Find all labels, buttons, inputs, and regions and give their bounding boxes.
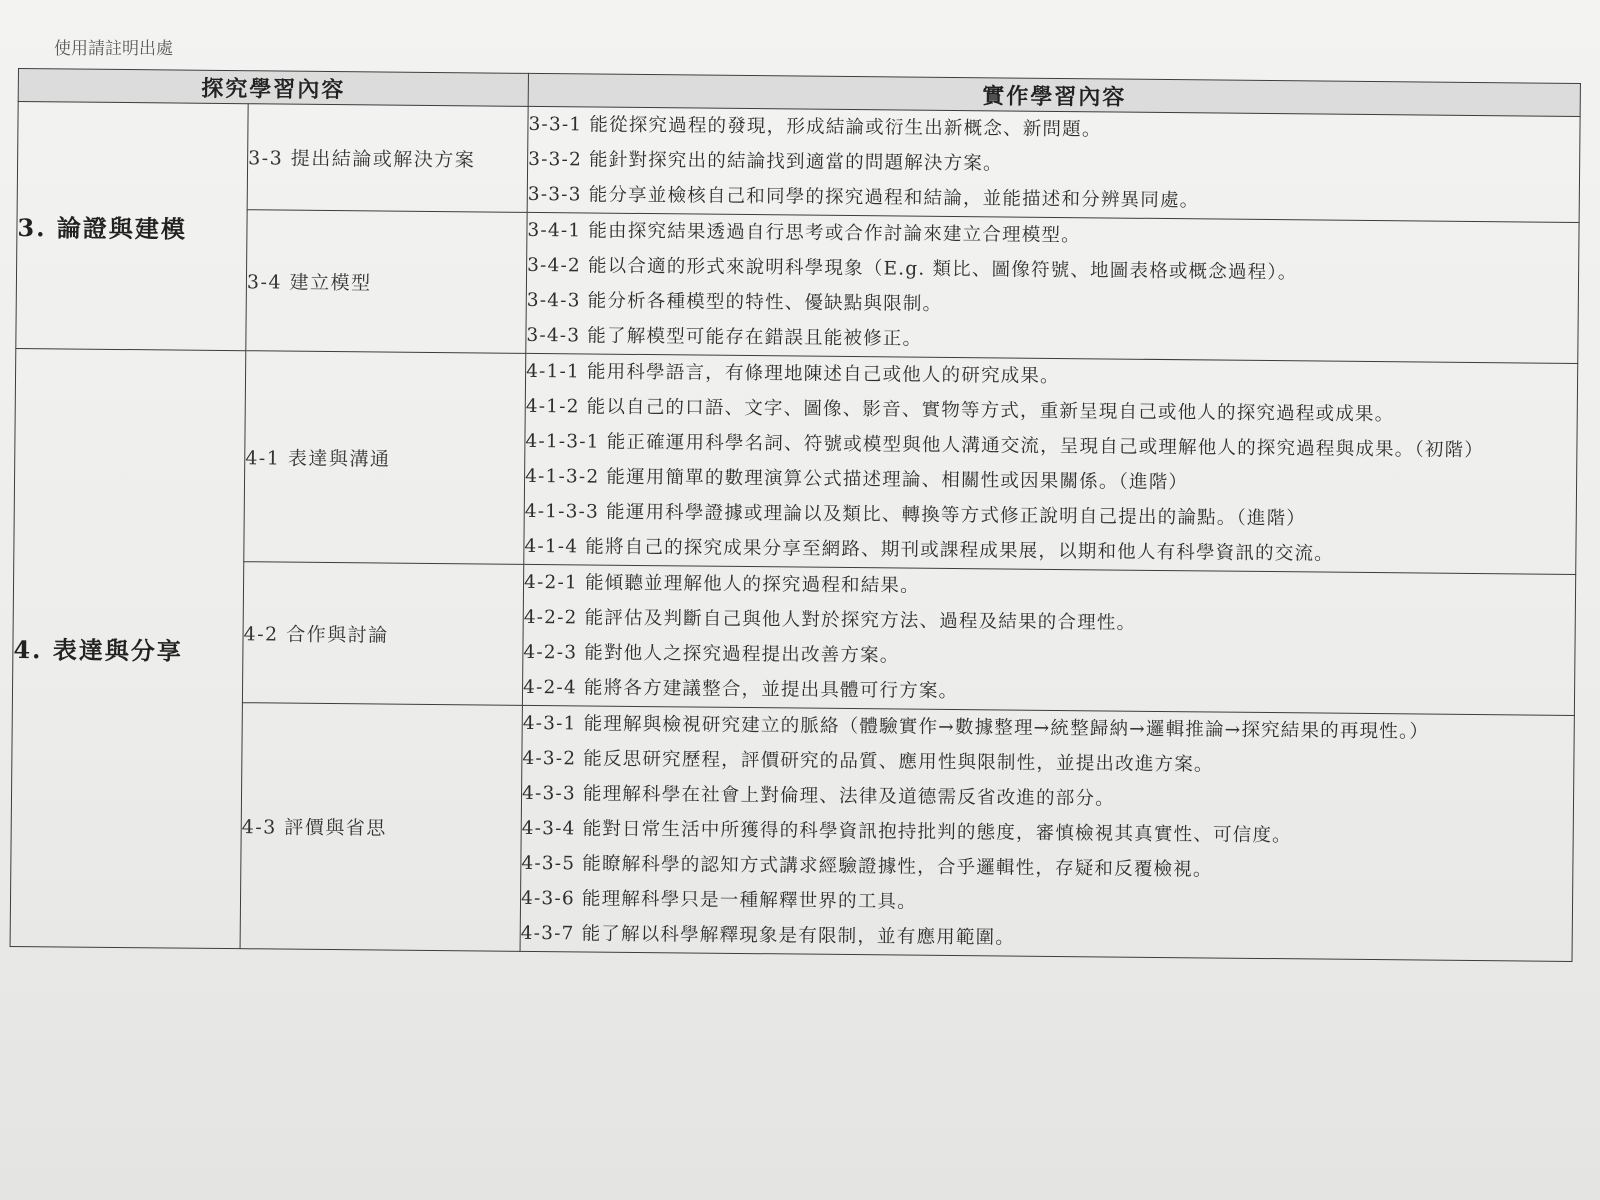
curriculum-table xyxy=(10,68,1581,962)
list-item: 3-4-3 能分析各種模型的特性、優缺點與限制。 xyxy=(526,289,943,315)
list-item: 4-1-3-1 能正確運用科學名詞、符號或模型與他人溝通交流，呈現自己或理解他人的探究過程與成果。（初階） xyxy=(525,430,1485,462)
list-item: 4-2-3 能對他人之探究過程提出改善方案。 xyxy=(523,641,900,667)
list-item: 3-4-3 能了解模型可能存在錯誤且能被修正。 xyxy=(526,324,923,350)
list-item: 4-1-3-3 能運用科學證據或理論以及類比、轉換等方式修正說明自己提出的論點。（進階） xyxy=(524,500,1307,530)
list-item: 4-3-7 能了解以科學解釋現象是有限制，並有應用範圍。 xyxy=(520,922,1016,949)
section-title-4: 4. 表達與分享 xyxy=(10,348,246,948)
list-item: 4-3-2 能反思研究歷程，評價研究的品質、應用性與限制性，並提出改進方案。 xyxy=(522,747,1214,776)
table-row xyxy=(16,207,1579,363)
list-item: 4-1-3-2 能運用簡單的數理演算公式描述理論、相關性或因果關係。（進階） xyxy=(525,465,1189,494)
list-item: 3-3-3 能分享並檢核自己和同學的探究過程和結論，並能描述和分辨異同處。 xyxy=(527,183,1200,212)
list-item: 4-3-1 能理解與檢視研究建立的脈絡（體驗實作→數據整理→統整歸納→邏輯推論→探究結果的再現性。） xyxy=(522,712,1430,743)
list-item: 3-3-1 能從探究過程的發現，形成結論或衍生出新概念、新問題。 xyxy=(528,113,1102,141)
subsection-label-3-4: 3-4 建立模型 xyxy=(246,210,527,354)
table-row xyxy=(10,700,1574,961)
list-item: 4-3-5 能瞭解科學的認知方式講求經驗證據性，合乎邏輯性，存疑和反覆檢視。 xyxy=(521,852,1213,881)
citation-note: 使用請註明出處 xyxy=(54,39,173,59)
list-item: 4-1-4 能將自己的探究成果分享至網路、期刊或課程成果展，以期和他人有科學資訊的交流。 xyxy=(524,535,1335,565)
list-item: 4-3-6 能理解科學只是一種解釋世界的工具。 xyxy=(520,887,917,913)
list-item: 3-3-2 能針對探究出的結論找到適當的問題解決方案。 xyxy=(528,148,1003,175)
subsection-items-3-4 xyxy=(526,212,1579,363)
list-item: 3-4-1 能由探究結果透過自行思考或合作討論來建立合理模型。 xyxy=(527,219,1081,247)
list-item: 4-3-3 能理解科學在社會上對倫理、法律及道德需反省改進的部分。 xyxy=(521,782,1115,810)
subsection-items-4-2 xyxy=(522,564,1575,715)
list-item: 3-4-2 能以合適的形式來說明科學現象（E.g. 類比、圖像符號、地圖表格或概念過程）。 xyxy=(527,254,1298,284)
header-inquiry-content: 探究學習內容 xyxy=(18,69,528,107)
table-row xyxy=(12,559,1575,715)
header-practice-content: 實作學習內容 xyxy=(528,73,1580,116)
subsection-label-4-3: 4-3 評價與省思 xyxy=(240,703,522,952)
list-item: 4-2-1 能傾聽並理解他人的探究過程和結果。 xyxy=(524,571,920,597)
subsection-label-4-1: 4-1 表達與溝通 xyxy=(244,351,526,565)
list-item: 4-2-2 能評估及判斷自己與他人對於探究方法、過程及結果的合理性。 xyxy=(523,606,1137,634)
subsection-items-3-3 xyxy=(527,106,1580,222)
list-item: 4-1-1 能用科學語言，有條理地陳述自己或他人的研究成果。 xyxy=(526,360,1060,388)
subsection-items-4-1 xyxy=(524,353,1578,574)
list-item: 4-1-2 能以自己的口語、文字、圖像、影音、實物等方式，重新呈現自己或他人的探究過程或成果。 xyxy=(525,395,1395,426)
table-row xyxy=(17,102,1580,223)
table-row xyxy=(14,348,1578,574)
section-title-3: 3. 論證與建模 xyxy=(16,102,248,351)
list-item: 4-3-4 能對日常生活中所獲得的科學資訊抱持批判的態度，審慎檢視其真實性、可信度。 xyxy=(521,817,1292,847)
subsection-label-3-3: 3-3 提出結論或解決方案 xyxy=(247,104,528,213)
subsection-label-4-2: 4-2 合作與討論 xyxy=(242,562,523,706)
subsection-items-4-3 xyxy=(520,705,1574,961)
list-item: 4-2-4 能將各方建議整合，並提出具體可行方案。 xyxy=(522,676,959,703)
